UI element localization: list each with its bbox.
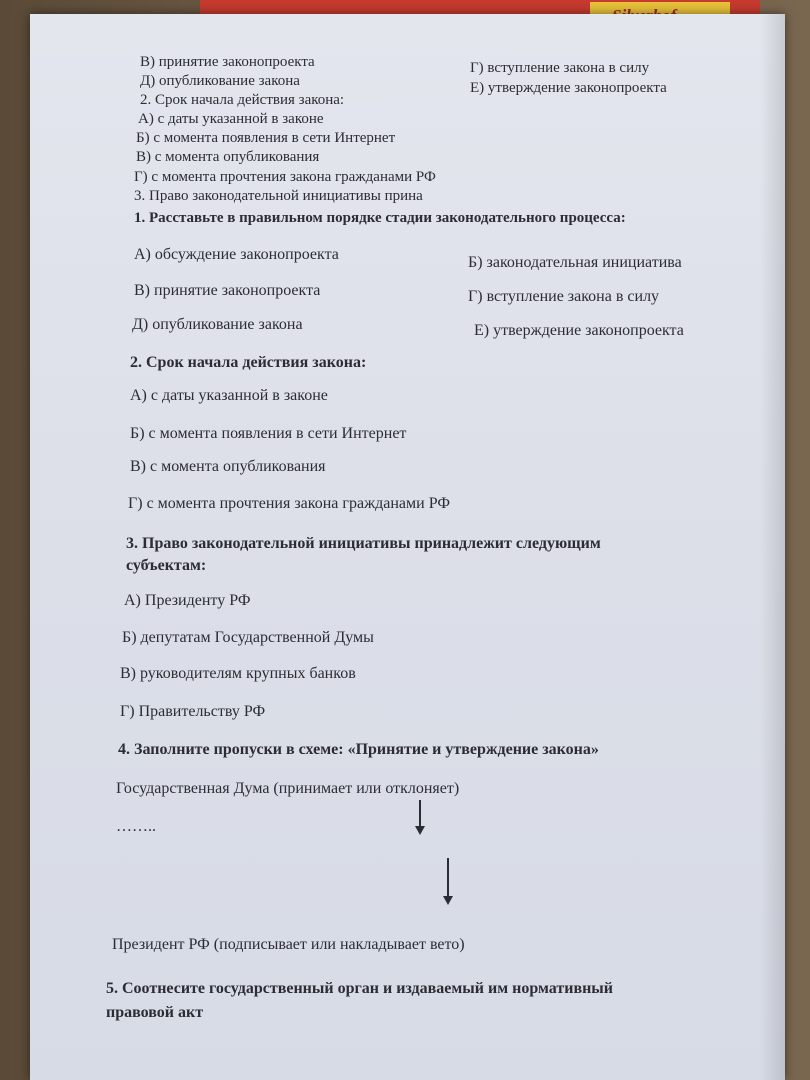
fragment-line: Д) опубликование закона	[140, 73, 300, 89]
question-5-title-cont: правовой акт	[106, 1004, 204, 1021]
q3-option: А) Президенту РФ	[124, 592, 251, 609]
scheme-top-box: Государственная Дума (принимает или отклоняет)	[116, 780, 460, 797]
fragment-line: Г) с момента прочтения закона гражданами РФ	[134, 169, 436, 185]
q2-option: Б) с момента появления в сети Интернет	[130, 425, 407, 442]
q3-option: В) руководителям крупных банков	[120, 665, 356, 682]
fragment-line: Б) с момента появления в сети Интернет	[136, 130, 396, 146]
question-5-title: 5. Соотнесите государственный орган и издаваемый им нормативный	[106, 980, 614, 997]
fragment-line: А) с даты указанной в законе	[138, 111, 324, 127]
q2-option: В) с момента опубликования	[130, 458, 326, 475]
fragment-line: Е) утверждение законопроекта	[470, 80, 667, 96]
q1-option: В) принятие законопроекта	[134, 282, 321, 299]
arrow-down-icon	[447, 858, 449, 898]
worksheet-page	[30, 14, 785, 1080]
q2-option: Г) с момента прочтения закона гражданами РФ	[128, 495, 450, 512]
q2-option: А) с даты указанной в законе	[130, 387, 328, 404]
q3-option: Г) Правительству РФ	[120, 703, 266, 720]
question-1-title: 1. Расставьте в правильном порядке стадии законодательного процесса:	[134, 210, 626, 226]
arrow-head-icon	[443, 896, 453, 905]
q1-option: Д) опубликование закона	[132, 316, 303, 333]
fragment-line: 2. Срок начала действия закона:	[140, 92, 345, 108]
q1-option: Г) вступление закона в силу	[468, 288, 660, 305]
fragment-line: Г) вступление закона в силу	[470, 60, 650, 76]
fragment-line: В) принятие законопроекта	[140, 54, 315, 70]
scheme-blank: ……..	[116, 818, 156, 835]
q1-option: Е) утверждение законопроекта	[474, 322, 684, 339]
page-shadow	[760, 14, 785, 1080]
question-3-title-cont: субъектам:	[126, 557, 207, 574]
scheme-bottom-box: Президент РФ (подписывает или накладывает вето)	[112, 936, 465, 953]
question-3-title: 3. Право законодательной инициативы принадлежит следующим	[126, 535, 601, 552]
question-4-title: 4. Заполните пропуски в схеме: «Принятие и утверждение закона»	[118, 741, 599, 758]
q3-option: Б) депутатам Государственной Думы	[122, 629, 374, 646]
q1-option: А) обсуждение законопроекта	[134, 246, 339, 263]
fragment-line: 3. Право законодательной инициативы прина	[134, 188, 423, 204]
question-2-title: 2. Срок начала действия закона:	[130, 354, 367, 371]
arrow-head-icon	[415, 826, 425, 835]
fragment-line: В) с момента опубликования	[136, 149, 320, 165]
arrow-down-icon	[419, 800, 421, 828]
q1-option: Б) законодательная инициатива	[468, 254, 682, 271]
